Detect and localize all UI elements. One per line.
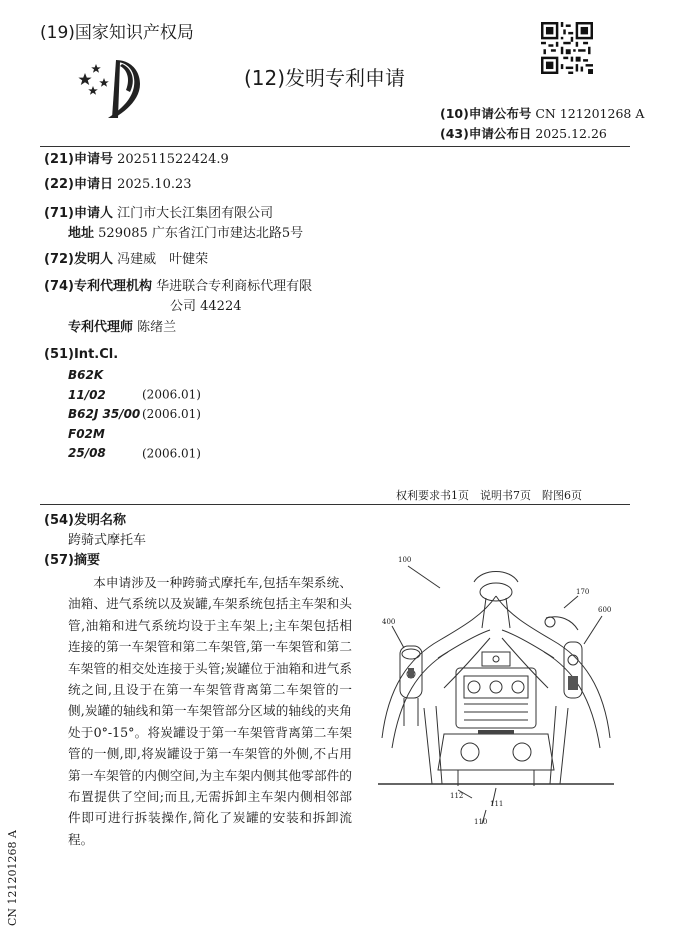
applicant-label: (71)申请人 <box>44 206 113 221</box>
application-number-label: (21)申请号 <box>44 152 113 167</box>
agent-row <box>68 318 176 338</box>
invention-title: 跨骑式摩托车 <box>68 533 147 548</box>
figure-label: 112 <box>450 792 464 800</box>
applicant: 江门市大长江集团有限公司 <box>117 206 274 221</box>
publication-number-row <box>440 104 644 124</box>
agency-row <box>44 277 312 297</box>
figure-label: 111 <box>490 800 504 808</box>
publication-date-row <box>440 124 644 144</box>
agency-label: (74)专利代理机构 <box>44 279 152 294</box>
document-title: (12)发明专利申请 <box>244 66 406 90</box>
application-number-row <box>44 150 229 170</box>
address-row <box>68 224 303 244</box>
ipc-entry: F02M 25/08 (2006.01) <box>68 426 201 460</box>
publication-number: CN 121201268 A <box>535 106 645 121</box>
address-label: 地址 <box>68 226 95 241</box>
patent-office-name: (19)国家知识产权局 <box>40 23 194 43</box>
filing-date-label: (22)申请日 <box>44 177 113 192</box>
figure-label: 170 <box>576 588 590 596</box>
ipc-entry: B62J 35/00 (2006.01) <box>68 407 201 421</box>
filing-date: 2025.10.23 <box>117 177 192 192</box>
abstract-text: 本申请涉及一种跨骑式摩托车,包括车架系统、油箱、进气系统以及炭罐,车架系统包括主车架和头管,油箱和进气系统均设于主车架上;主车架包括相连接的第一车架管和第二车架管,第一车架管和第二车架管的相交处连接于头管;炭罐位于油箱和进气系统之间,且设于在第一车架管背离第二车架管的一侧,炭罐的轴线和第一车架管部分区域的轴线的夹角处于0°-15°。将炭罐设于第一车架管背离第二车架管的一侧,即,将炭罐设于第一车架管的外侧,不占用第一车架管的内侧空间,为主车架内侧其他零部件的布置提供了空间;而且,无需拆卸主车架内侧相邻部件即可进行拆装操作,简化了炭罐的安装和拆卸流程。 <box>68 575 352 847</box>
page-count-summary: 权利要求书1页 说明书7页 附图6页 <box>396 489 582 502</box>
abstract-label: (57)摘要 <box>44 553 100 568</box>
abstract-figure <box>378 548 614 830</box>
publication-date-label: (43)申请公布日 <box>440 126 532 141</box>
publication-info <box>440 104 644 144</box>
inventor-row <box>44 250 208 270</box>
body-divider <box>40 504 630 505</box>
figure-label: 600 <box>598 606 612 614</box>
inventors: 冯建威 叶健荣 <box>117 252 209 267</box>
ipc-list <box>68 366 201 464</box>
agency-code: 公司 44224 <box>170 299 242 314</box>
title-label: (54)发明名称 <box>44 513 126 528</box>
qr-code-icon <box>541 22 593 74</box>
cnipa-emblem-icon <box>76 56 148 120</box>
side-publication-number: CN 121201268 A <box>6 830 19 926</box>
address: 529085 广东省江门市建达北路5号 <box>98 226 304 241</box>
header-divider <box>40 146 630 147</box>
application-number: 202511522424.9 <box>117 152 229 167</box>
agency-name: 华进联合专利商标代理有限 <box>156 279 313 294</box>
agent-name: 陈绪兰 <box>137 320 177 335</box>
publication-date: 2025.12.26 <box>535 126 607 141</box>
inventor-label: (72)发明人 <box>44 252 113 267</box>
filing-date-row <box>44 175 192 195</box>
ipc-label: (51)Int.Cl. <box>44 347 119 362</box>
publication-number-label: (10)申请公布号 <box>440 106 532 121</box>
figure-label: 400 <box>382 618 396 626</box>
figure-label: 110 <box>474 818 488 826</box>
applicant-row <box>44 204 273 224</box>
agent-label: 专利代理师 <box>68 320 134 335</box>
figure-label: 100 <box>398 556 412 564</box>
ipc-entry: B62K 11/02 (2006.01) <box>68 368 201 402</box>
